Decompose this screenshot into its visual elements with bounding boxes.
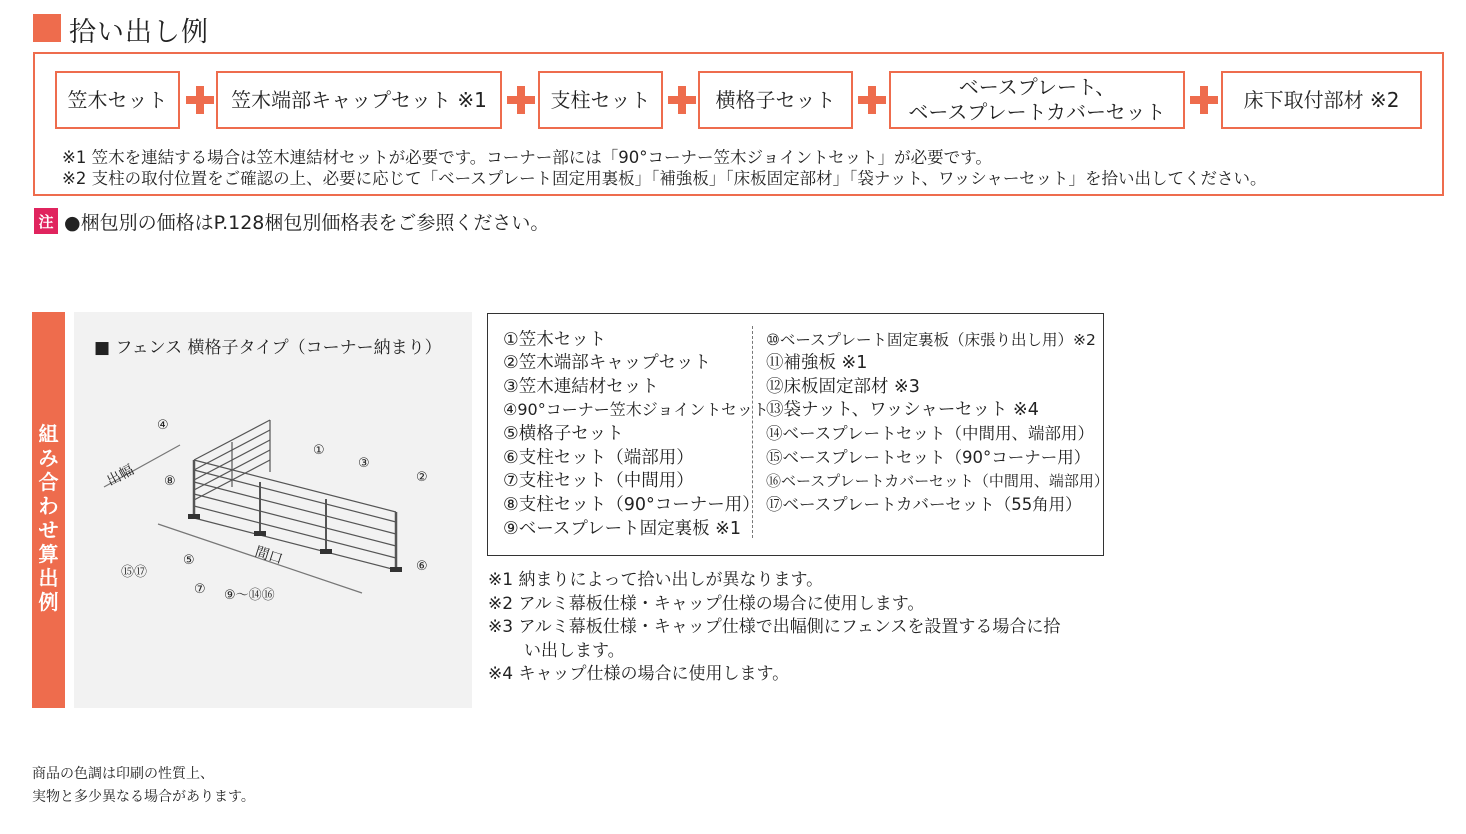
legend-item: ⑭ベースプレートセット（中間用、端部用） bbox=[766, 424, 1095, 443]
callout-5: ⑤ bbox=[183, 553, 195, 568]
legend-item: ⑰ベースプレートカバーセット（55角用） bbox=[766, 495, 1082, 514]
color-disclaimer-line-2: 実物と多少異なる場合があります。 bbox=[32, 789, 255, 805]
legend-item: ①笠木セット bbox=[503, 330, 607, 350]
caution-text: ●梱包別の価格はP.128梱包別価格表をご参照ください。 bbox=[64, 212, 550, 234]
product-underfloor-set bbox=[1221, 71, 1422, 129]
legend-item: ④90°コーナー笠木ジョイントセット bbox=[503, 400, 769, 419]
legend-item: ⑫床板固定部材 ※3 bbox=[766, 377, 920, 397]
side-label-char: せ bbox=[38, 518, 59, 542]
callout-7: ⑦ bbox=[194, 582, 206, 597]
product-kasagi-set bbox=[55, 71, 180, 129]
callout-9-14-16: ⑨～⑭⑯ bbox=[224, 588, 275, 603]
legend-item: ⑯ベースプレートカバーセット（中間用、端部用） bbox=[766, 472, 1109, 490]
legend-item: ⑩ベースプレート固定裏板（床張り出し用）※2 bbox=[766, 331, 1096, 349]
legend-item: ⑪補強板 ※1 bbox=[766, 353, 868, 373]
product-label: 横格子セット bbox=[715, 87, 836, 112]
product-kasagi-cap-set bbox=[216, 71, 502, 129]
product-label: 笠木セット bbox=[67, 87, 168, 112]
footnote-3-cont: い出します。 bbox=[524, 641, 625, 661]
plus-icon bbox=[858, 86, 886, 114]
legend-item: ⑤横格子セット bbox=[503, 424, 624, 444]
product-post-set bbox=[538, 71, 663, 129]
plus-icon bbox=[668, 86, 696, 114]
legend-item: ③笠木連結材セット bbox=[503, 377, 659, 397]
side-label-char: 合 bbox=[38, 470, 59, 494]
callout-15-17: ⑮⑰ bbox=[121, 565, 148, 580]
legend-item: ⑮ベースプレートセット（90°コーナー用） bbox=[766, 448, 1091, 467]
footnote-1: ※1 納まりによって拾い出しが異なります。 bbox=[488, 570, 824, 590]
plus-icon bbox=[1190, 86, 1218, 114]
callout-4: ④ bbox=[157, 418, 169, 433]
plus-icon bbox=[186, 86, 214, 114]
side-label-char: 組 bbox=[38, 422, 59, 446]
fence-diagram bbox=[74, 312, 472, 708]
product-label: ベースプレート、 bbox=[958, 75, 1116, 99]
callout-2: ② bbox=[416, 470, 428, 485]
product-label: 支柱セット bbox=[550, 87, 651, 112]
side-label-char: み bbox=[38, 446, 59, 470]
note-1: ※1 笠木を連結する場合は笠木連結材セットが必要です。コーナー部には「90°コーナー笠木ジョイントセット」が必要です。 bbox=[62, 148, 992, 167]
plus-icon bbox=[507, 86, 535, 114]
product-baseplate-set bbox=[889, 71, 1185, 129]
callout-3: ③ bbox=[358, 456, 370, 471]
color-disclaimer-line-1: 商品の色調は印刷の性質上、 bbox=[32, 766, 214, 782]
product-lattice-set bbox=[698, 71, 853, 129]
callout-8: ⑧ bbox=[164, 474, 176, 489]
footnote-3: ※3 アルミ幕板仕様・キャップ仕様で出幅側にフェンスを設置する場合に拾 bbox=[488, 617, 1061, 637]
side-label-char: 出 bbox=[38, 566, 59, 590]
figure-title: ■ フェンス 横格子タイプ（コーナー納まり） bbox=[94, 338, 442, 358]
side-label bbox=[32, 422, 65, 614]
product-label: 床下取付部材 ※2 bbox=[1243, 87, 1400, 112]
title-marker bbox=[33, 14, 61, 42]
footnote-2: ※2 アルミ幕板仕様・キャップ仕様の場合に使用します。 bbox=[488, 594, 925, 614]
legend-item: ⑦支柱セット（中間用） bbox=[503, 471, 694, 491]
side-label-bar bbox=[32, 312, 65, 708]
callout-6: ⑥ bbox=[416, 559, 428, 574]
caution-badge: 注 bbox=[34, 208, 58, 234]
side-label-char: 算 bbox=[38, 542, 59, 566]
footnote-4: ※4 キャップ仕様の場合に使用します。 bbox=[488, 664, 790, 684]
product-label: ベースプレートカバーセット bbox=[908, 100, 1166, 124]
legend-item: ⑬袋ナット、ワッシャーセット ※4 bbox=[766, 400, 1039, 420]
dimension-depth-label: 出幅 bbox=[104, 462, 137, 490]
side-label-char: 例 bbox=[38, 590, 59, 614]
product-label: 笠木端部キャップセット ※1 bbox=[231, 87, 487, 112]
callout-1: ① bbox=[313, 443, 325, 458]
note-2: ※2 支柱の取付位置をご確認の上、必要に応じて「ベースプレート固定用裏板」「補強板」「床板固定部材」「袋ナット、ワッシャーセット」を拾い出してください。 bbox=[62, 169, 1267, 188]
legend-item: ⑨ベースプレート固定裏板 ※1 bbox=[503, 519, 741, 539]
dimension-width-label: 間口 bbox=[252, 544, 285, 568]
legend-item: ②笠木端部キャップセット bbox=[503, 353, 712, 373]
side-label-char: わ bbox=[38, 494, 59, 518]
section-title: 拾い出し例 bbox=[69, 17, 209, 48]
legend-item: ⑥支柱セット（端部用） bbox=[503, 448, 694, 468]
legend-item: ⑧支柱セット（90°コーナー用） bbox=[503, 495, 760, 515]
